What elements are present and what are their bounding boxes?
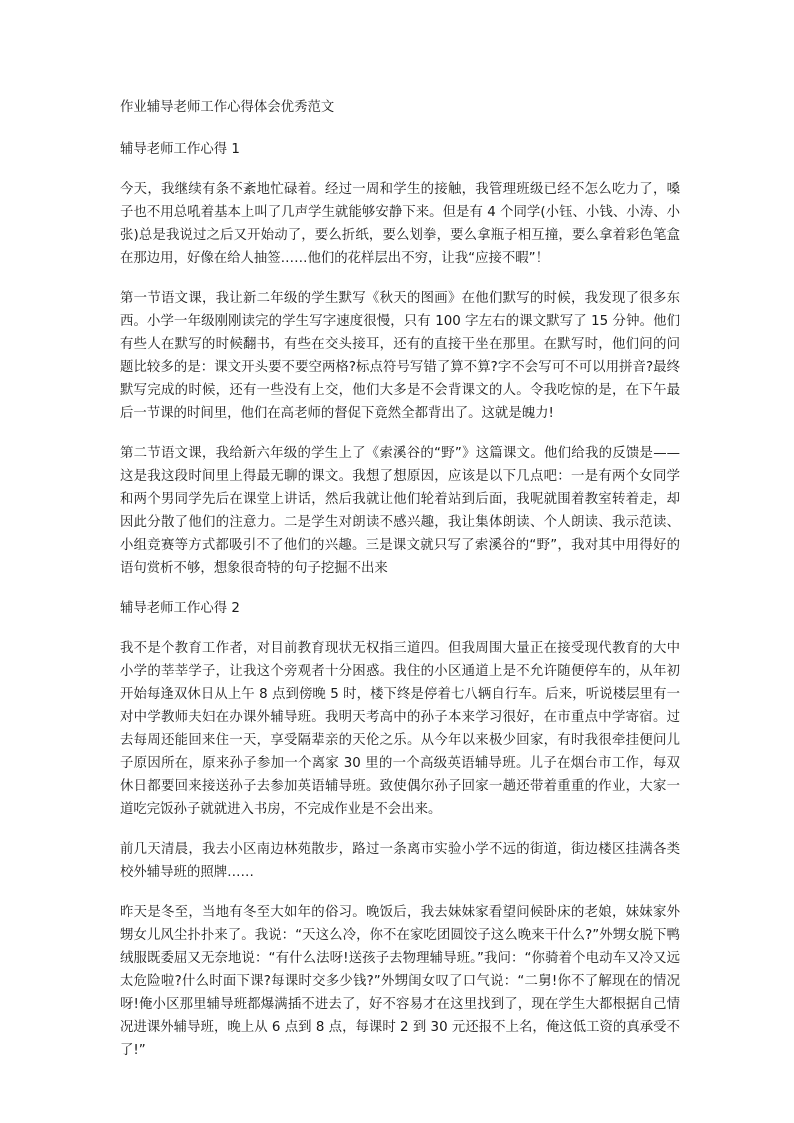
paragraph: 我不是个教育工作者，对目前教育现状无权指三道四。但我周围大量正在接受现代教育的大中小学的莘莘学子，让我这个旁观者十分困惑。我住的小区通道上是不允许随便停车的，从年初开始每逢双休日从上午 8 点到傍晚 5 时，楼下终是停着七八辆自行车。后来，听说楼层里有一对中学教师夫妇在办课外辅导班。我明天考高中的孙子本来学习很好，在市重点中学寄宿。过去每周还能回来住一天，享受隔辈亲的天伦之乐。从今年以来极少回家，有时我很牵挂便问儿子原因所在，原来孙子参加一个离家 30 里的一个高级英语辅导班。儿子在烟台市工作，每双休日都要回来接送孙子去参加英语辅导班。致使偶尔孙子回家一趟还带着重重的作业，大家一道吃完饭孙子就就进入书房，不完成作业是不会出来。 <box>120 641 680 817</box>
paragraph: 第一节语文课，我让新二年级的学生默写《秋天的图画》在他们默写的时候，我发现了很多东西。小学一年级刚刚读完的学生写字速度很慢，只有 100 字左右的课文默写了 15 分钟。他们有些人在默写的时候翻书，有些在交头接耳，还有的直接干坐在那里。在默写时，他们问的问题比较多的是：课文开头要不要空两格?标点符号写错了算不算?字不会写可不可以用拼音?最终默写完成的时候，还有一些没有上交，他们大多是不会背课文的人。令我吃惊的是，在下午最后一节课的时间里，他们在高老师的督促下竟然全都背出了。这就是魄力! <box>120 291 680 421</box>
paragraph: 今天，我继续有条不紊地忙碌着。经过一周和学生的接触，我管理班级已经不怎么吃力了，嗓子也不用总吼着基本上叫了几声学生就能够安静下来。但是有 4 个同学(小钰、小钱、小涛、小张)总是我说过之后又开始动了，要么折纸，要么划拳，要么拿瓶子相互撞，要么拿着彩色笔盒在那边用，好像在给人抽签……他们的花样层出不穷，让我“应接不暇”！ <box>120 182 680 266</box>
section-heading: 辅导老师工作心得 1 <box>120 142 240 157</box>
paragraph: 昨天是冬至，当地有冬至大如年的俗习。晚饭后，我去妹妹家看望问候卧床的老娘，妹妹家外甥女儿风尘扑扑来了。我说：“天这么冷，你不在家吃团圆饺子这么晚来干什么?”外甥女脱下鸭绒服既委屈又无奈地说：“有什么法呀!送孩子去物理辅导班。”我问：“你骑着个电动车又冷又远太危险啦?什么时面下课?每课时交多少钱?”外甥闺女叹了口气说：“二舅!你不了解现在的情况呀!俺小区那里辅导班都爆满插不进去了，好不容易才在这里找到了，现在学生大都根据自己情况进课外辅导班，晚上从 6 点到 8 点，每课时 2 到 30 元还报不上名，俺这低工资的真承受不了!” <box>120 905 680 1058</box>
paragraph: 前几天清晨，我去小区南边林苑散步，路过一条离市实验小学不远的街道，街边楼区挂满各类校外辅导班的照牌…… <box>120 842 680 880</box>
document-title: 作业辅导老师工作心得体会优秀范文 <box>120 100 335 115</box>
paragraph: 第二节语文课，我给新六年级的学生上了《索溪谷的“野”》这篇课文。他们给我的反馈是——这是我这段时间里上得最无聊的课文。我想了想原因，应该是以下几点吧：一是有两个女同学和两个男同学先后在课堂上讲话，然后我就让他们轮着站到后面，我呢就围着教室转着走，却因此分散了他们的注意力。二是学生对朗读不感兴趣，我让集体朗读、个人朗读、我示范读、小组竞赛等方式都吸引不了他们的兴趣。三是课文就只写了索溪谷的“野”，我对其中用得好的语句赏析不够，想象很奇特的句子挖掘不出来 <box>120 446 680 576</box>
document-page <box>120 96 680 1079</box>
section-heading: 辅导老师工作心得 2 <box>120 601 240 616</box>
